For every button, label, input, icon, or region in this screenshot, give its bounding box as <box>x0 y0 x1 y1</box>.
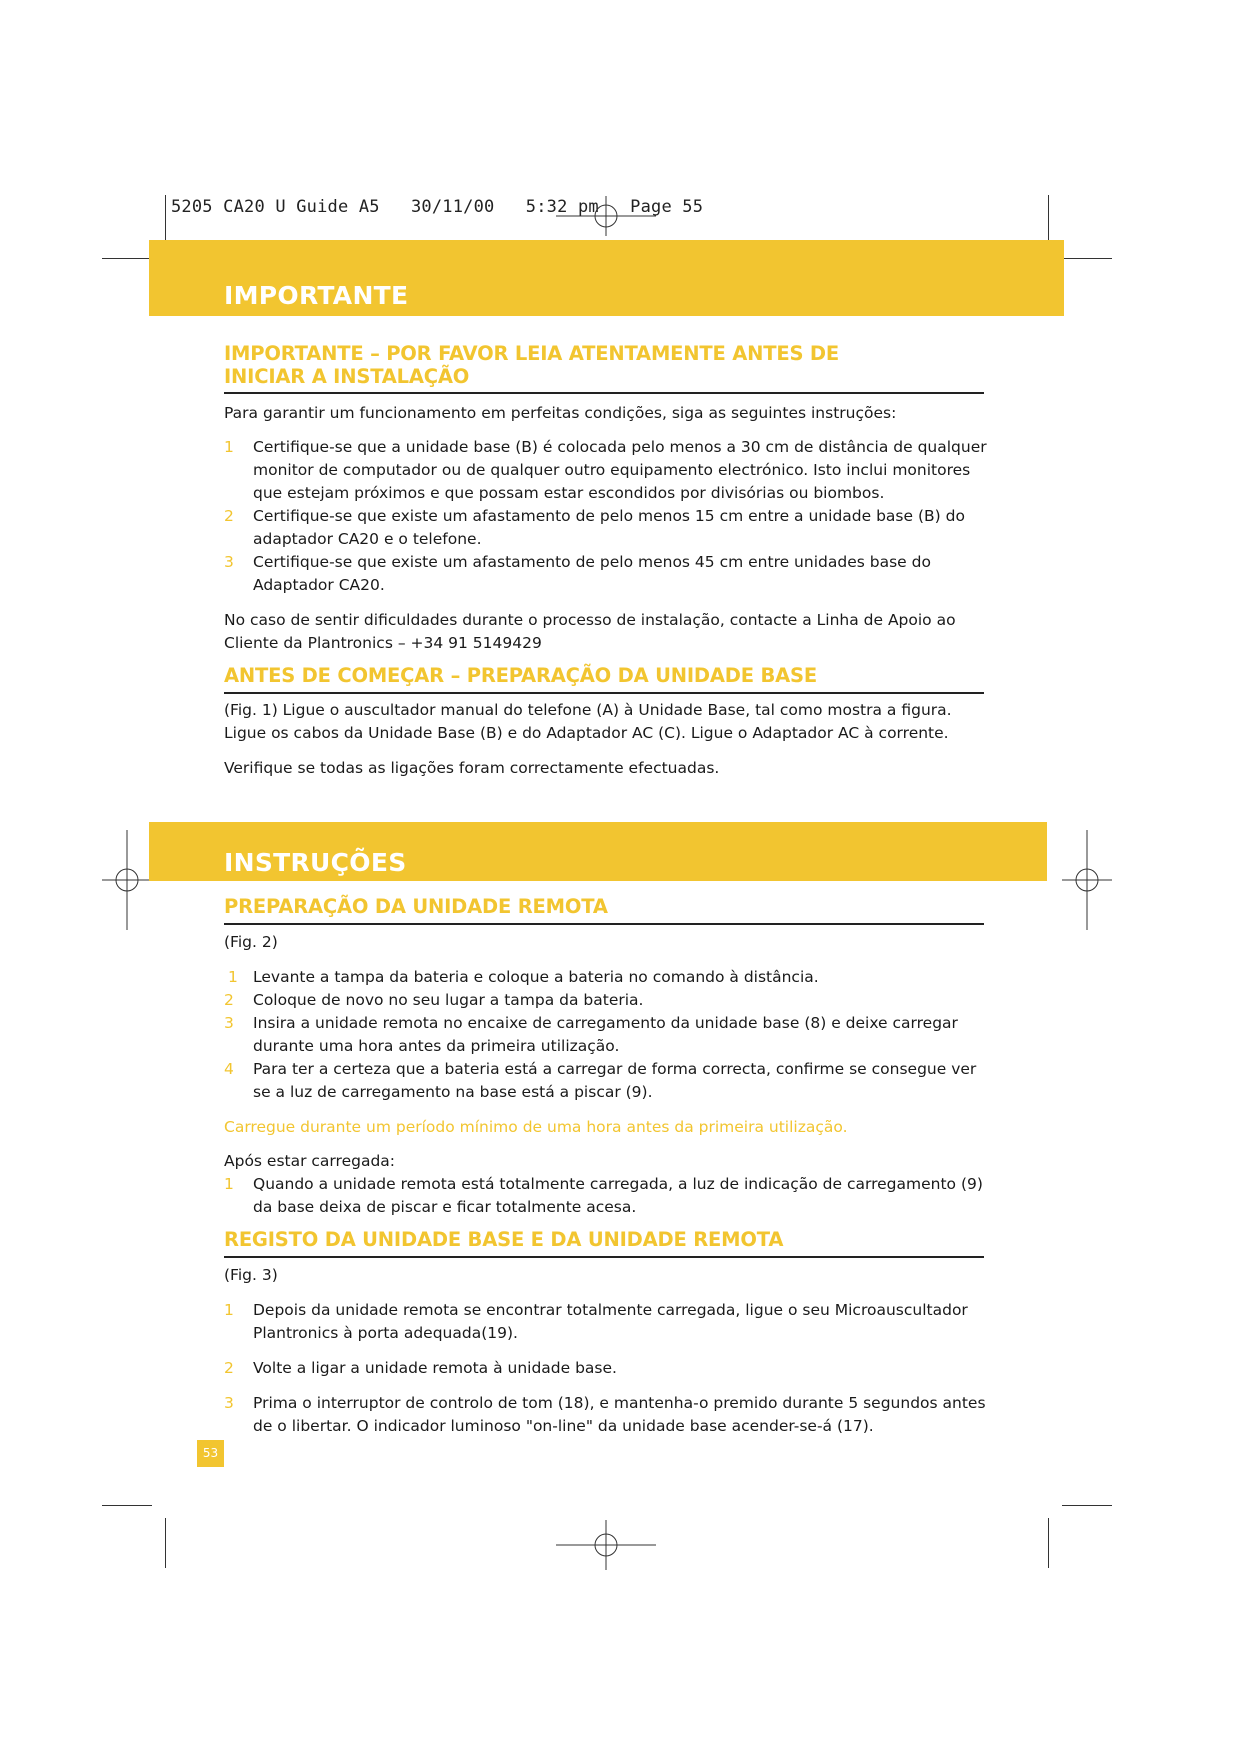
page-number: 53 <box>197 1440 224 1467</box>
list-number: 2 <box>224 1359 234 1377</box>
list-number: 1 <box>224 438 234 456</box>
band-title-instrucoes: INSTRUÇÕES <box>224 848 407 877</box>
intro-text: Para garantir um funcionamento em perfeitas condições, siga as seguintes instruções: <box>224 404 897 422</box>
list-text: Certifique-se que a unidade base (B) é colocada pelo menos a 30 cm de distância de qualquer monitor de computador ou de qualquer outro equipamento electrónico. Isto inclui monitores que estejam próximos e que possam estar escondidos por divisórias ou biombos. <box>253 438 987 502</box>
registration-mark-top <box>556 196 656 236</box>
crop-mark-top-right-h <box>1062 258 1112 259</box>
list-text: Insira a unidade remota no encaixe de carregamento da unidade base (8) e deixe carregar durante uma hora antes da primeira utilização. <box>253 1014 958 1055</box>
section-rule <box>224 923 984 925</box>
crop-mark-top-right-v <box>1048 195 1049 245</box>
section-rule <box>224 692 984 694</box>
support-text: No caso de sentir dificuldades durante o processo de instalação, contacte a Linha de Apoio ao Cliente da Plantronics – +34 91 5149429 <box>224 611 956 652</box>
list-number: 1 <box>224 1175 234 1193</box>
list-text: Quando a unidade remota está totalmente carregada, a luz de indicação de carregamento (9) da base deixa de piscar e ficar totalmente acesa. <box>253 1175 983 1216</box>
list-text: Levante a tampa da bateria e coloque a bateria no comando à distância. <box>253 968 819 986</box>
list-text: Depois da unidade remota se encontrar totalmente carregada, ligue o seu Microauscultador Plantronics à porta adequada(19). <box>253 1301 968 1342</box>
list-number: 1 <box>228 968 238 986</box>
registration-mark-right <box>1062 830 1112 930</box>
list-number: 3 <box>224 1014 234 1032</box>
band-title-importante: IMPORTANTE <box>224 281 409 310</box>
crop-mark-top-left-v <box>165 195 166 245</box>
list-text: Prima o interruptor de controlo de tom (18), e mantenha-o premido durante 5 segundos antes de o libertar. O indicador luminoso "on-line" da unidade base acender-se-á (17). <box>253 1394 986 1435</box>
charge-note: Carregue durante um período mínimo de uma hora antes da primeira utilização. <box>224 1118 848 1136</box>
fig2-text: (Fig. 2) <box>224 933 278 951</box>
list-number: 2 <box>224 507 234 525</box>
section-title-antes-de-comecar: ANTES DE COMEÇAR – PREPARAÇÃO DA UNIDADE BASE <box>224 664 817 687</box>
printer-slug: 5205 CA20 U Guide A5 30/11/00 5:32 pm Page 55 <box>171 197 704 217</box>
crop-mark-bottom-right-v <box>1048 1518 1049 1568</box>
section-title-importante: IMPORTANTE – POR FAVOR LEIA ATENTAMENTE ANTES DE INICIAR A INSTALAÇÃO <box>224 342 839 388</box>
list-number: 4 <box>224 1060 234 1078</box>
check-text: Verifique se todas as ligações foram correctamente efectuadas. <box>224 759 720 777</box>
fig1-text: (Fig. 1) Ligue o auscultador manual do telefone (A) à Unidade Base, tal como mostra a figura. Ligue os cabos da Unidade Base (B) e do Adaptador AC (C). Ligue o Adaptador AC à corrente. <box>224 701 952 742</box>
section-title-preparacao-remota: PREPARAÇÃO DA UNIDADE REMOTA <box>224 895 608 918</box>
registration-mark-left <box>102 830 152 930</box>
crop-mark-top-left-h <box>102 258 152 259</box>
registration-mark-bottom <box>556 1520 656 1570</box>
list-text: Certifique-se que existe um afastamento de pelo menos 15 cm entre a unidade base (B) do adaptador CA20 e o telefone. <box>253 507 965 548</box>
list-number: 3 <box>224 1394 234 1412</box>
crop-mark-bottom-left-h <box>102 1505 152 1506</box>
section-rule <box>224 1256 984 1258</box>
list-text: Certifique-se que existe um afastamento de pelo menos 45 cm entre unidades base do Adaptador CA20. <box>253 553 931 594</box>
list-text: Volte a ligar a unidade remota à unidade base. <box>253 1359 617 1377</box>
list-text: Para ter a certeza que a bateria está a carregar de forma correcta, confirme se consegue ver se a luz de carregamento na base está a piscar (9). <box>253 1060 977 1101</box>
list-text: Coloque de novo no seu lugar a tampa da bateria. <box>253 991 644 1009</box>
after-charged-label: Após estar carregada: <box>224 1152 395 1170</box>
crop-mark-bottom-right-h <box>1062 1505 1112 1506</box>
list-number: 1 <box>224 1301 234 1319</box>
crop-mark-bottom-left-v <box>165 1518 166 1568</box>
list-number: 2 <box>224 991 234 1009</box>
fig3-text: (Fig. 3) <box>224 1266 278 1284</box>
section-rule <box>224 392 984 394</box>
list-number: 3 <box>224 553 234 571</box>
section-title-registo: REGISTO DA UNIDADE BASE E DA UNIDADE REMOTA <box>224 1228 784 1251</box>
